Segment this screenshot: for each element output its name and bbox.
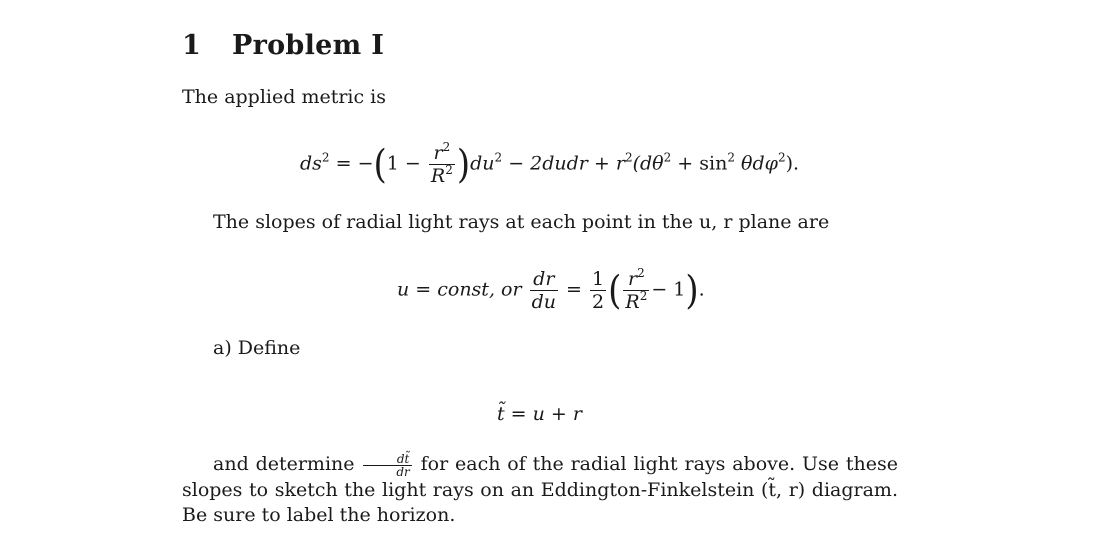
t-definition: t̃ = u + r	[497, 403, 582, 425]
dt-dr-fraction: $\frac{dt̃}{dr}$	[363, 453, 411, 478]
metric-equation: $ds^2 = -(1$ − $\frac{r^2}{R^2}$ )$du^2$ − 2dudr + $r^2(d\theta^2 + \sin^2 \theta d\varphi^2)$.	[300, 140, 800, 188]
section-title: Problem I	[232, 30, 385, 61]
part-a-label: a) Define	[213, 337, 301, 359]
section-number: 1	[182, 30, 202, 61]
intro-text: The applied metric is	[182, 86, 387, 108]
slopes-text: The slopes of radial light rays at each point in the u, r plane are	[213, 211, 830, 233]
slopes-equation: u = const, or $\frac{dr}{du}$ = $\frac{1}{2}$ ( $\frac{r^2}{R^2}$ − 1).	[397, 266, 705, 314]
metric-fraction: $\frac{r^2}{R^2}$	[430, 140, 453, 187]
r-over-R-fraction: $\frac{r^2}{R^2}$	[625, 266, 648, 313]
dr-du-fraction: $\frac{dr}{du}$	[531, 268, 556, 313]
half-fraction: $\frac{1}{2}$	[592, 268, 605, 313]
final-paragraph: and determine $\frac{dt̃}{dr}$ for each of the radial light rays above. Use these slopes to sketch the light rays on an Eddington-Finkelstein (t̃, r) diagram. Be sure to label the horizon.	[182, 451, 898, 526]
section-heading	[182, 30, 384, 61]
